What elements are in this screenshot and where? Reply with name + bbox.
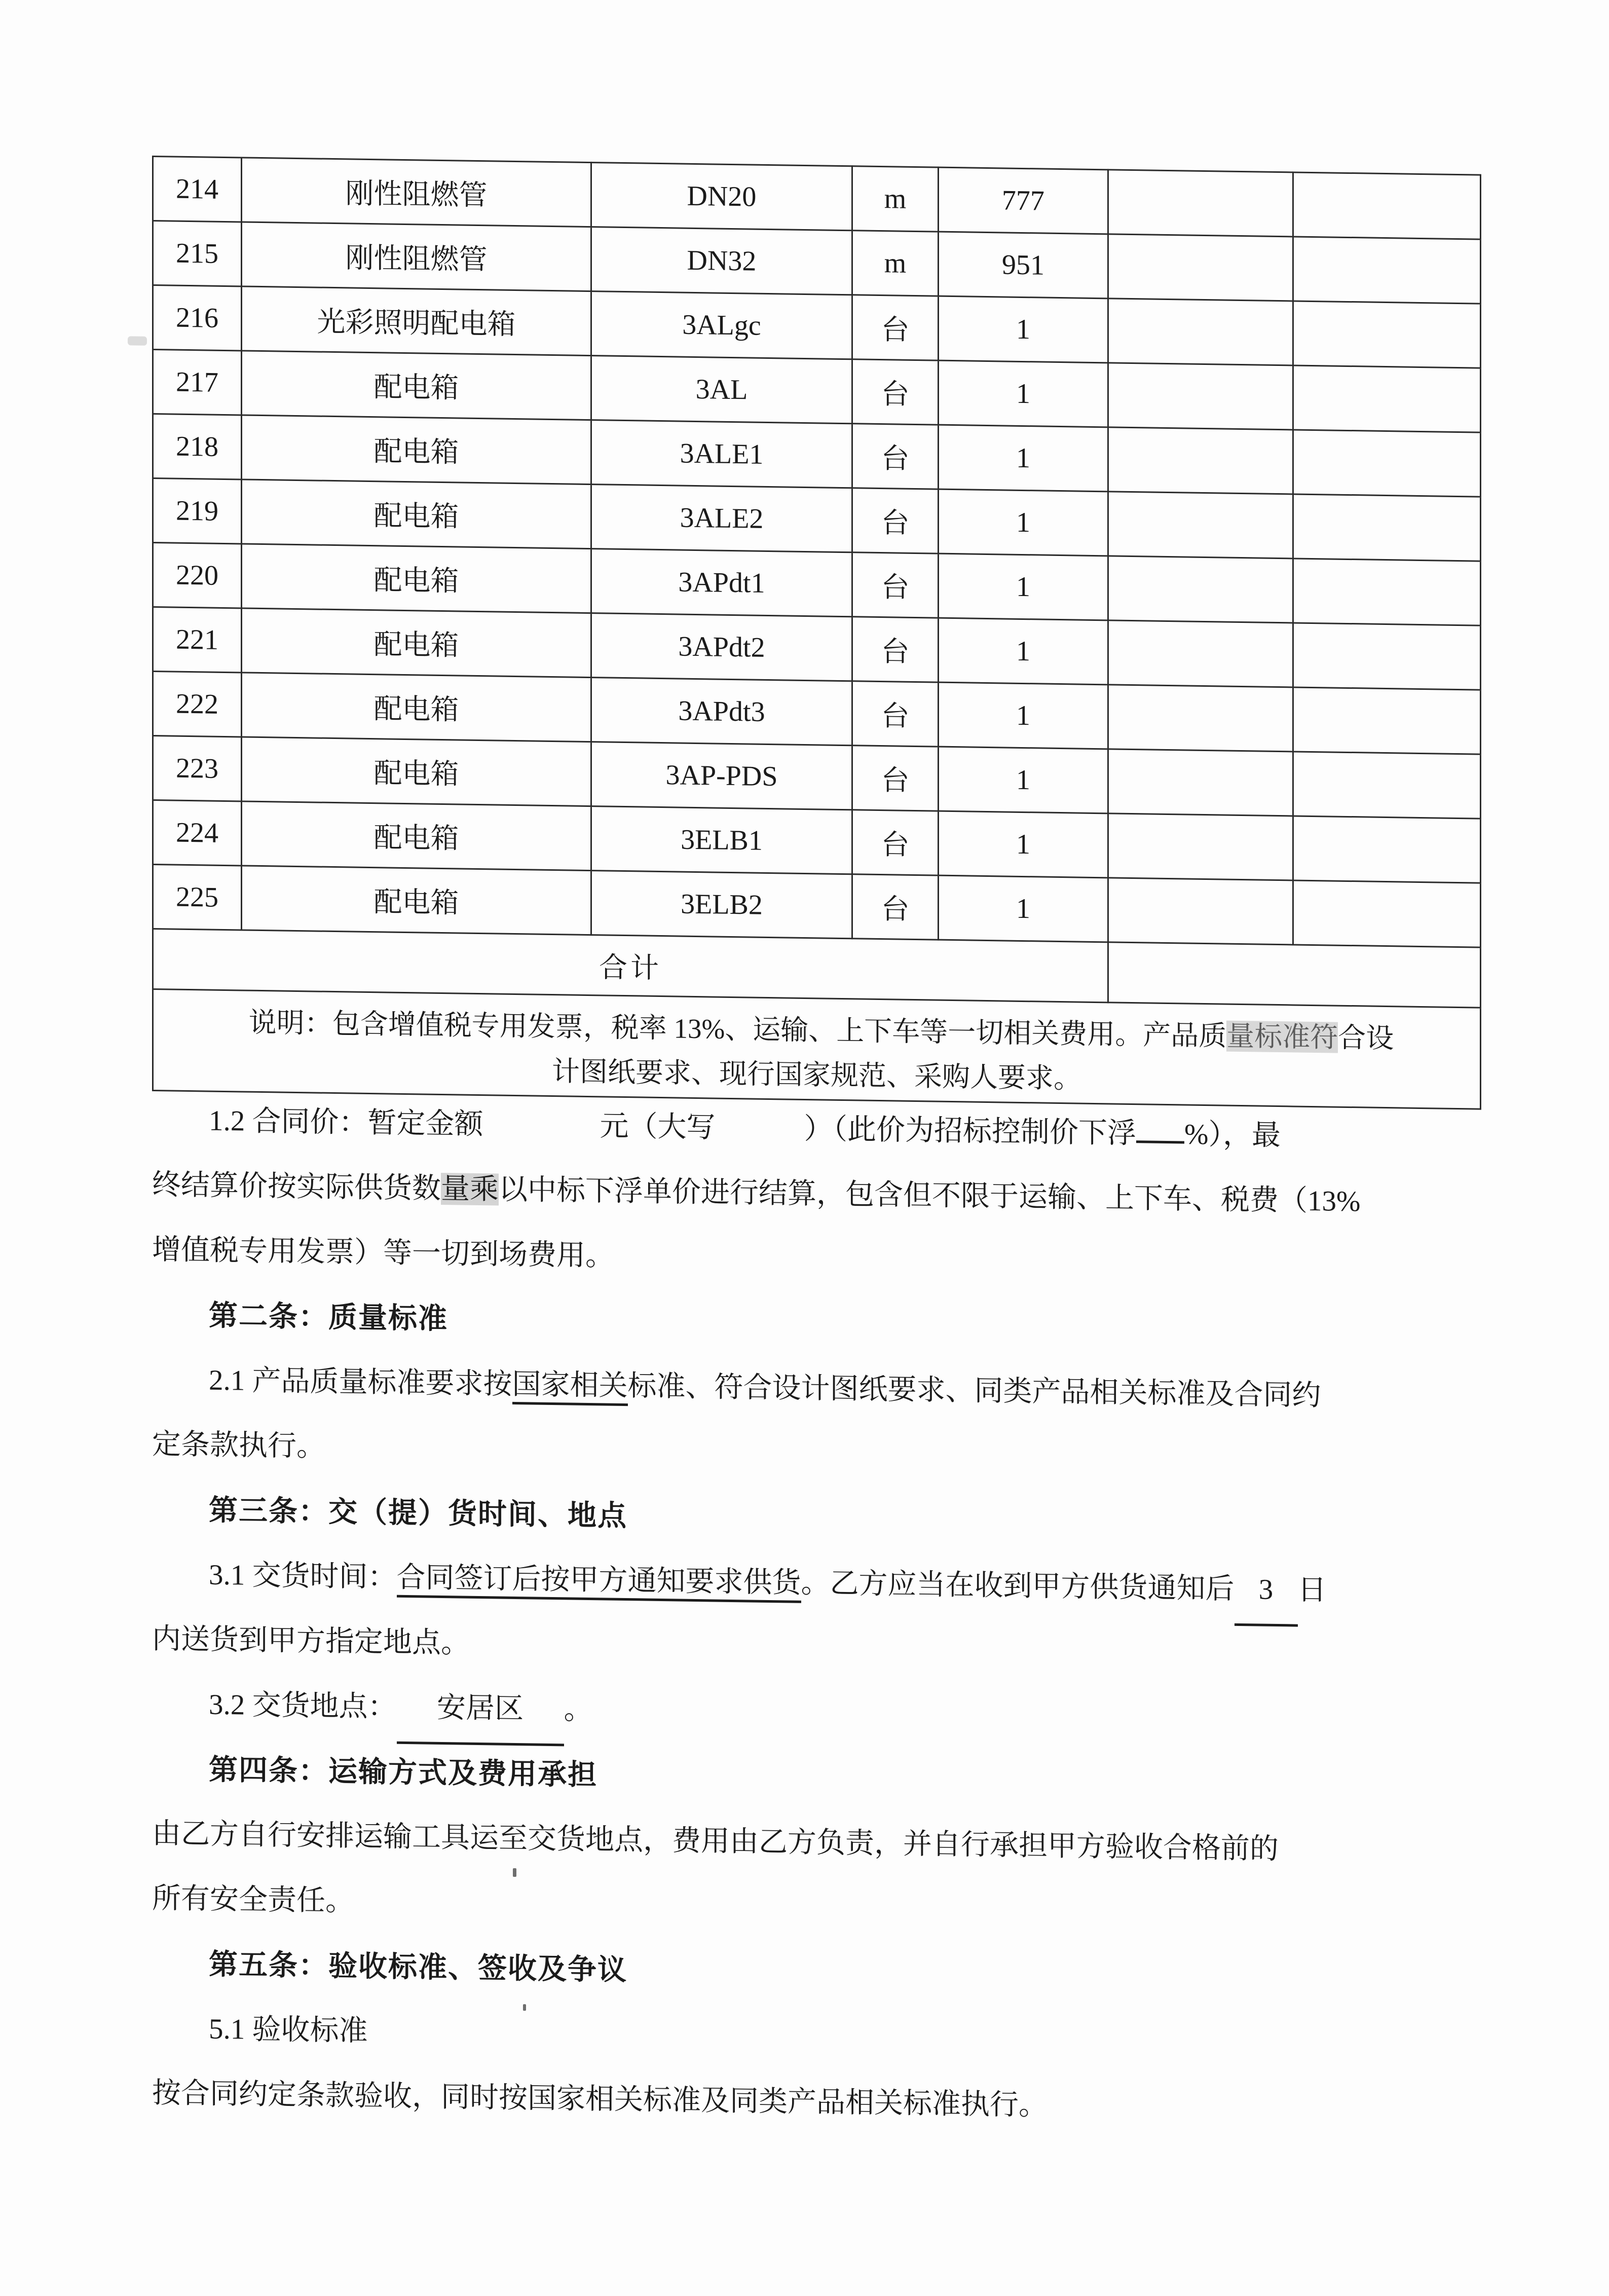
blank-fill [483, 1134, 600, 1135]
text-segment: 第四条：运输方式及费用承担 [209, 1753, 597, 1792]
cell-price [1108, 427, 1293, 494]
cell-price [1108, 556, 1293, 623]
cell-qty: 1 [939, 811, 1108, 878]
cell-qty: 1 [939, 360, 1108, 427]
cell-model: 3ALgc [591, 291, 852, 359]
scan-speck [513, 1868, 516, 1877]
cell-name: 配电箱 [242, 608, 591, 678]
cell-amount [1293, 365, 1481, 432]
cell-amount [1293, 623, 1481, 690]
text-segment: 以中标下浮单价进行结算，包含但不限于运输、上下车、税费（13% [499, 1173, 1361, 1218]
text-segment: 增值税专用发票）等一切到场费用。 [152, 1234, 614, 1272]
text-segment: 2.1 产品质量标准要求按 [209, 1364, 512, 1400]
items-body [153, 157, 1481, 948]
text-segment: 计图纸要求、现行国家规范、采购人要求。 [551, 1055, 1081, 1094]
text-segment: 合设 [1338, 1022, 1394, 1054]
cell-no: 221 [153, 607, 242, 673]
cell-unit: m [852, 166, 939, 232]
cell-qty: 1 [939, 489, 1108, 556]
cell-no: 216 [153, 285, 242, 351]
cell-model: 3ALE2 [591, 485, 852, 552]
cell-qty: 1 [939, 747, 1108, 813]
cell-qty: 951 [939, 232, 1108, 299]
underlined-text: 3 [1234, 1557, 1298, 1627]
cell-unit: 台 [852, 424, 939, 489]
cell-model: DN32 [591, 227, 852, 295]
cell-price [1108, 878, 1293, 945]
cell-name: 配电箱 [242, 351, 591, 420]
total-value-cell [1108, 942, 1481, 1008]
cell-price [1108, 170, 1293, 237]
scan-speck [523, 2004, 526, 2011]
cell-no: 222 [153, 672, 242, 737]
cell-price [1108, 620, 1293, 687]
cell-amount [1293, 494, 1481, 561]
cell-model: 3ALE1 [591, 420, 852, 488]
cell-no: 215 [153, 221, 242, 286]
cell-unit: 台 [852, 617, 939, 682]
scan-smudge [128, 336, 147, 346]
cell-name: 刚性阻燃管 [242, 158, 591, 227]
text-segment: 第五条：验收标准、签收及争议 [209, 1948, 627, 1987]
cell-unit: 台 [852, 552, 939, 618]
cell-unit: 台 [852, 295, 939, 360]
cell-qty: 1 [939, 296, 1108, 363]
cell-amount [1293, 816, 1481, 883]
cell-model: DN20 [591, 163, 852, 231]
cell-no: 218 [153, 414, 242, 479]
cell-no: 214 [153, 157, 242, 222]
cell-price [1108, 363, 1293, 430]
text-segment: 内送货到甲方指定地点。 [152, 1623, 470, 1659]
cell-qty: 1 [939, 682, 1108, 749]
blank-fill [716, 1137, 804, 1138]
cell-model: 3ELB2 [591, 871, 852, 939]
cell-no: 217 [153, 350, 242, 415]
text-segment: 1.2 合同价：暂定金额 [209, 1104, 483, 1141]
text-segment: 5.1 验收标准 [209, 2013, 368, 2047]
cell-unit: 台 [852, 681, 939, 747]
cell-name: 配电箱 [242, 866, 591, 935]
cell-unit: m [852, 231, 939, 296]
cell-name: 光彩照明配电箱 [242, 286, 591, 356]
cell-price [1108, 234, 1293, 301]
underlined-text: 国家相关 [512, 1368, 628, 1406]
underlined-text [1136, 1139, 1184, 1143]
cell-amount [1293, 559, 1481, 625]
text-segment: 日 [1297, 1574, 1327, 1607]
cell-qty: 1 [939, 553, 1108, 620]
cell-model: 3ELB1 [591, 806, 852, 874]
total-label-cell: 合计 [153, 929, 1108, 1003]
cell-no: 225 [153, 865, 242, 930]
text-segment: 标准、符合设计图纸要求、同类产品相关标准及合同约 [627, 1370, 1321, 1412]
cell-name: 配电箱 [242, 737, 591, 806]
text-segment: 第三条：交（提）货时间、地点 [209, 1494, 627, 1533]
cell-name: 配电箱 [242, 415, 591, 485]
text-segment: 第二条：质量标准 [209, 1299, 448, 1336]
text-segment: 。乙方应当在收到甲方供货通知后 [801, 1567, 1234, 1605]
items-table [152, 156, 1481, 1110]
cell-price [1108, 685, 1293, 752]
highlighted-text: 量标准符 [1226, 1020, 1338, 1053]
cell-name: 配电箱 [242, 544, 591, 613]
underlined-text: 安居区 [397, 1675, 564, 1747]
text-segment: 由乙方自行安排运输工具运至交货地点，费用由乙方负责，并自行承担甲方验收合格前的 [152, 1818, 1279, 1866]
cell-name: 配电箱 [242, 801, 591, 871]
cell-no: 219 [153, 478, 242, 544]
cell-name: 刚性阻燃管 [242, 222, 591, 291]
cell-qty: 1 [939, 875, 1108, 942]
cell-qty: 1 [939, 425, 1108, 492]
cell-name: 配电箱 [242, 479, 591, 549]
cell-unit: 台 [852, 359, 939, 425]
cell-model: 3AP-PDS [591, 742, 852, 810]
cell-price [1108, 749, 1293, 816]
cell-model: 3AL [591, 356, 852, 424]
cell-amount [1293, 430, 1481, 497]
cell-model: 3APdt1 [591, 549, 852, 617]
cell-unit: 台 [852, 874, 939, 940]
text-segment: %），最 [1184, 1118, 1281, 1152]
cell-price [1108, 492, 1293, 559]
text-segment: 元（大写 [600, 1110, 716, 1144]
cell-name: 配电箱 [242, 673, 591, 742]
cell-unit: 台 [852, 488, 939, 553]
cell-amount [1293, 687, 1481, 754]
cell-no: 223 [153, 736, 242, 801]
cell-unit: 台 [852, 810, 939, 875]
cell-qty: 1 [939, 618, 1108, 685]
text-segment: 终结算价按实际供货数 [152, 1169, 441, 1205]
table-footer [153, 929, 1481, 1109]
text-segment: 。 [564, 1693, 593, 1726]
text-segment: ）（此价为招标控制价下浮 [804, 1113, 1136, 1150]
cell-amount [1293, 237, 1481, 304]
contract-clauses [152, 1088, 1495, 2144]
text-segment: 按合同约定条款验收，同时按国家相关标准及同类产品相关标准执行。 [152, 2077, 1047, 2122]
cell-price [1108, 813, 1293, 880]
cell-qty: 777 [939, 167, 1108, 234]
cell-amount [1293, 880, 1481, 947]
highlighted-text: 量乘 [441, 1172, 499, 1206]
underlined-text: 合同签订后按甲方通知要求供货 [397, 1562, 801, 1603]
text-segment: 定条款执行。 [152, 1428, 325, 1463]
cell-no: 220 [153, 543, 242, 608]
cell-model: 3APdt2 [591, 613, 852, 681]
cell-amount [1293, 172, 1481, 239]
text-segment: 3.1 交货时间： [209, 1559, 397, 1594]
text-segment: 说明：包含增值税专用发票，税率 13%、运输、上下车等一切相关费用。产品质 [248, 1007, 1227, 1052]
cell-model: 3APdt3 [591, 678, 852, 746]
text-segment: 所有安全责任。 [152, 1882, 354, 1917]
cell-amount [1293, 752, 1481, 819]
cell-no: 224 [153, 800, 242, 866]
cell-amount [1293, 301, 1481, 368]
text-segment: 3.2 交货地点： [209, 1688, 397, 1723]
cell-price [1108, 299, 1293, 365]
cell-unit: 台 [852, 746, 939, 811]
